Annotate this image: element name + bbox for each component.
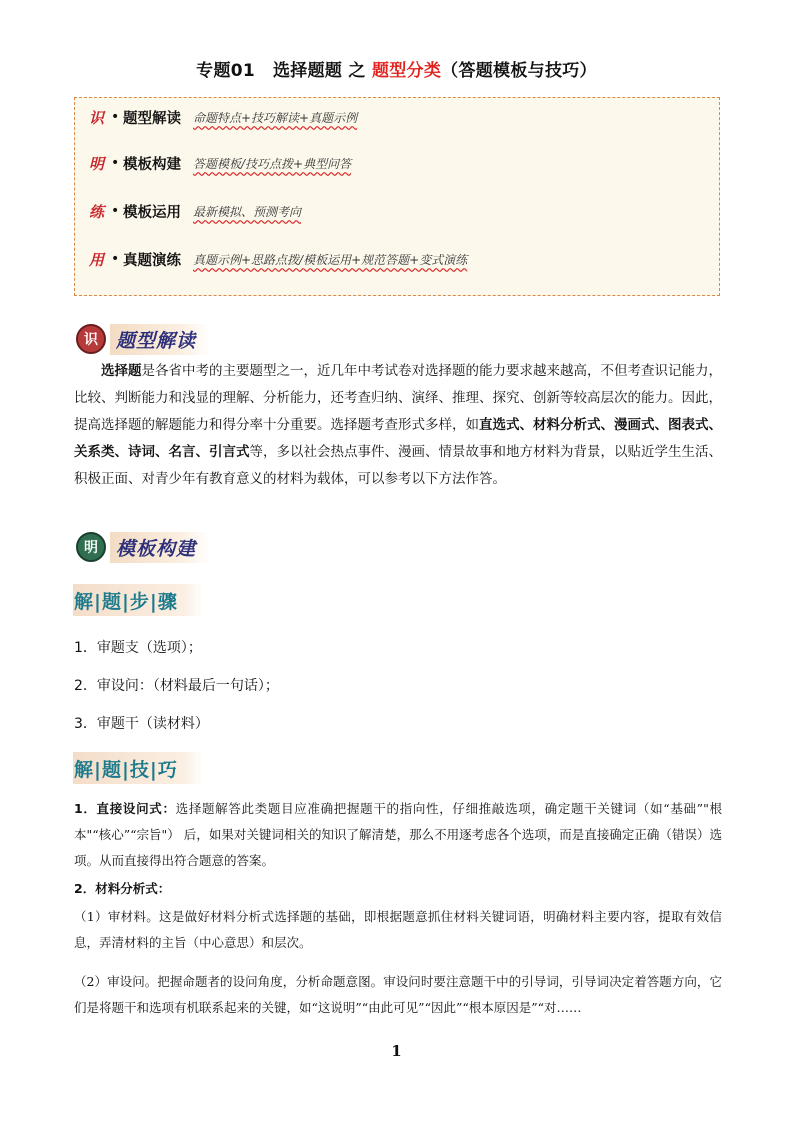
section-title: 题型解读: [110, 324, 210, 355]
intro-bold-2: 直选式、材料分析式、漫画式、图表式、关系类、诗词、名言、引言式: [74, 417, 722, 460]
bullet-dot: •: [111, 251, 120, 267]
step-item-3: 3．审题干（读材料）: [74, 716, 209, 732]
bullet-dot: •: [111, 155, 120, 171]
tip-text: 选择题解答此类题目应准确把握题干的指向性，仔细推敲选项，确定题干关键词（如“基础”"根本"“核心”“宗旨"） 后，如果对关键词相关的知识了解清楚，那么不用逐考虑各个选项，而是直接确定正确（错误）选项。从而直接得出符合题意的答案。: [74, 801, 722, 868]
intro-text-2: 等，多以社会热点事件、漫画、情景故事和地方材料为背景，以贴近学生生活、积极正面、对青少年有教育意义的材料为载体，可以参考以下方法作答。: [74, 444, 722, 487]
tip-material-p1: （1）审材料。这是做好材料分析式选择题的基础，即根据题意抓住材料关键词语，明确材料主要内容，提取有效信息，弄清材料的主旨（中心意思）和层次。: [74, 909, 722, 950]
outline-label: 模板运用: [123, 204, 181, 221]
title-part2: （答题模板与技巧）: [441, 61, 597, 81]
seal-icon: 明: [76, 532, 106, 562]
outline-label: 真题演练: [123, 252, 181, 269]
step-item-2: 2．审设问：（材料最后一句话）；: [74, 678, 279, 694]
page-number: 1: [391, 1042, 402, 1060]
tip-material-label: [74, 876, 722, 902]
page-title: [0, 56, 793, 81]
outline-char: 明: [89, 154, 105, 173]
bullet-dot: •: [111, 203, 120, 219]
tip-label: 1．直接设问式：: [74, 801, 176, 816]
outline-label: 模板构建: [123, 156, 181, 173]
intro-paragraph: [74, 358, 722, 493]
intro-text-1: 是各省中考的主要题型之一，近几年中考试卷对选择题的能力要求越来越高，不但考查识记能力，比较、判断能力和浅显的理解、分析能力，还考查归纳、演绎、推理、探究、创新等较高层次的能力。因此，提高选择题的解题能力和得分率十分重要。选择题考查形式多样，如: [74, 363, 722, 433]
steps-heading: 解|题|步|骤: [73, 584, 203, 616]
outline-char: 练: [89, 202, 105, 221]
outline-desc: 答题模板/技巧点拨+典型问答: [193, 156, 352, 171]
title-highlight: 题型分类: [371, 61, 442, 81]
outline-char: 识: [89, 108, 105, 127]
section-head-interpret: [76, 322, 210, 356]
tip-direct: [74, 796, 722, 874]
tip-material-p2: （2）审设问。把握命题者的设问角度，分析命题意图。审设问时要注意题干中的引导词，引导词决定着答题方向，它们是将题干和选项有机联系起来的关键，如“这说明”“由此可见”“因此”“根本原因是”“对……: [74, 974, 722, 1015]
intro-bold-1: 选择题: [101, 363, 142, 379]
outline-row-2: [89, 150, 351, 176]
outline-desc: 最新模拟、预测考向: [193, 204, 302, 219]
title-prefix: 专题01: [196, 61, 255, 81]
bullet-dot: •: [111, 109, 120, 125]
title-part1: 选择题题 之: [273, 61, 372, 81]
section-title: 模板构建: [110, 532, 210, 563]
tips-heading: 解|题|技|巧: [73, 752, 203, 784]
outline-row-1: [89, 104, 357, 130]
step-item-1: 1．审题支（选项）；: [74, 640, 202, 656]
outline-label: 题型解读: [123, 110, 181, 127]
outline-desc: 命题特点+技巧解读+真题示例: [193, 110, 358, 125]
seal-icon: 识: [76, 324, 106, 354]
outline-row-4: [89, 246, 467, 272]
outline-row-3: [89, 198, 301, 224]
section-head-template: [76, 530, 210, 564]
outline-desc: 真题示例+思路点拨/模板运用+规范答题+变式演练: [193, 252, 468, 267]
outline-box: [74, 97, 720, 296]
outline-char: 用: [89, 250, 105, 269]
tip-label: 2．材料分析式：: [74, 881, 171, 896]
